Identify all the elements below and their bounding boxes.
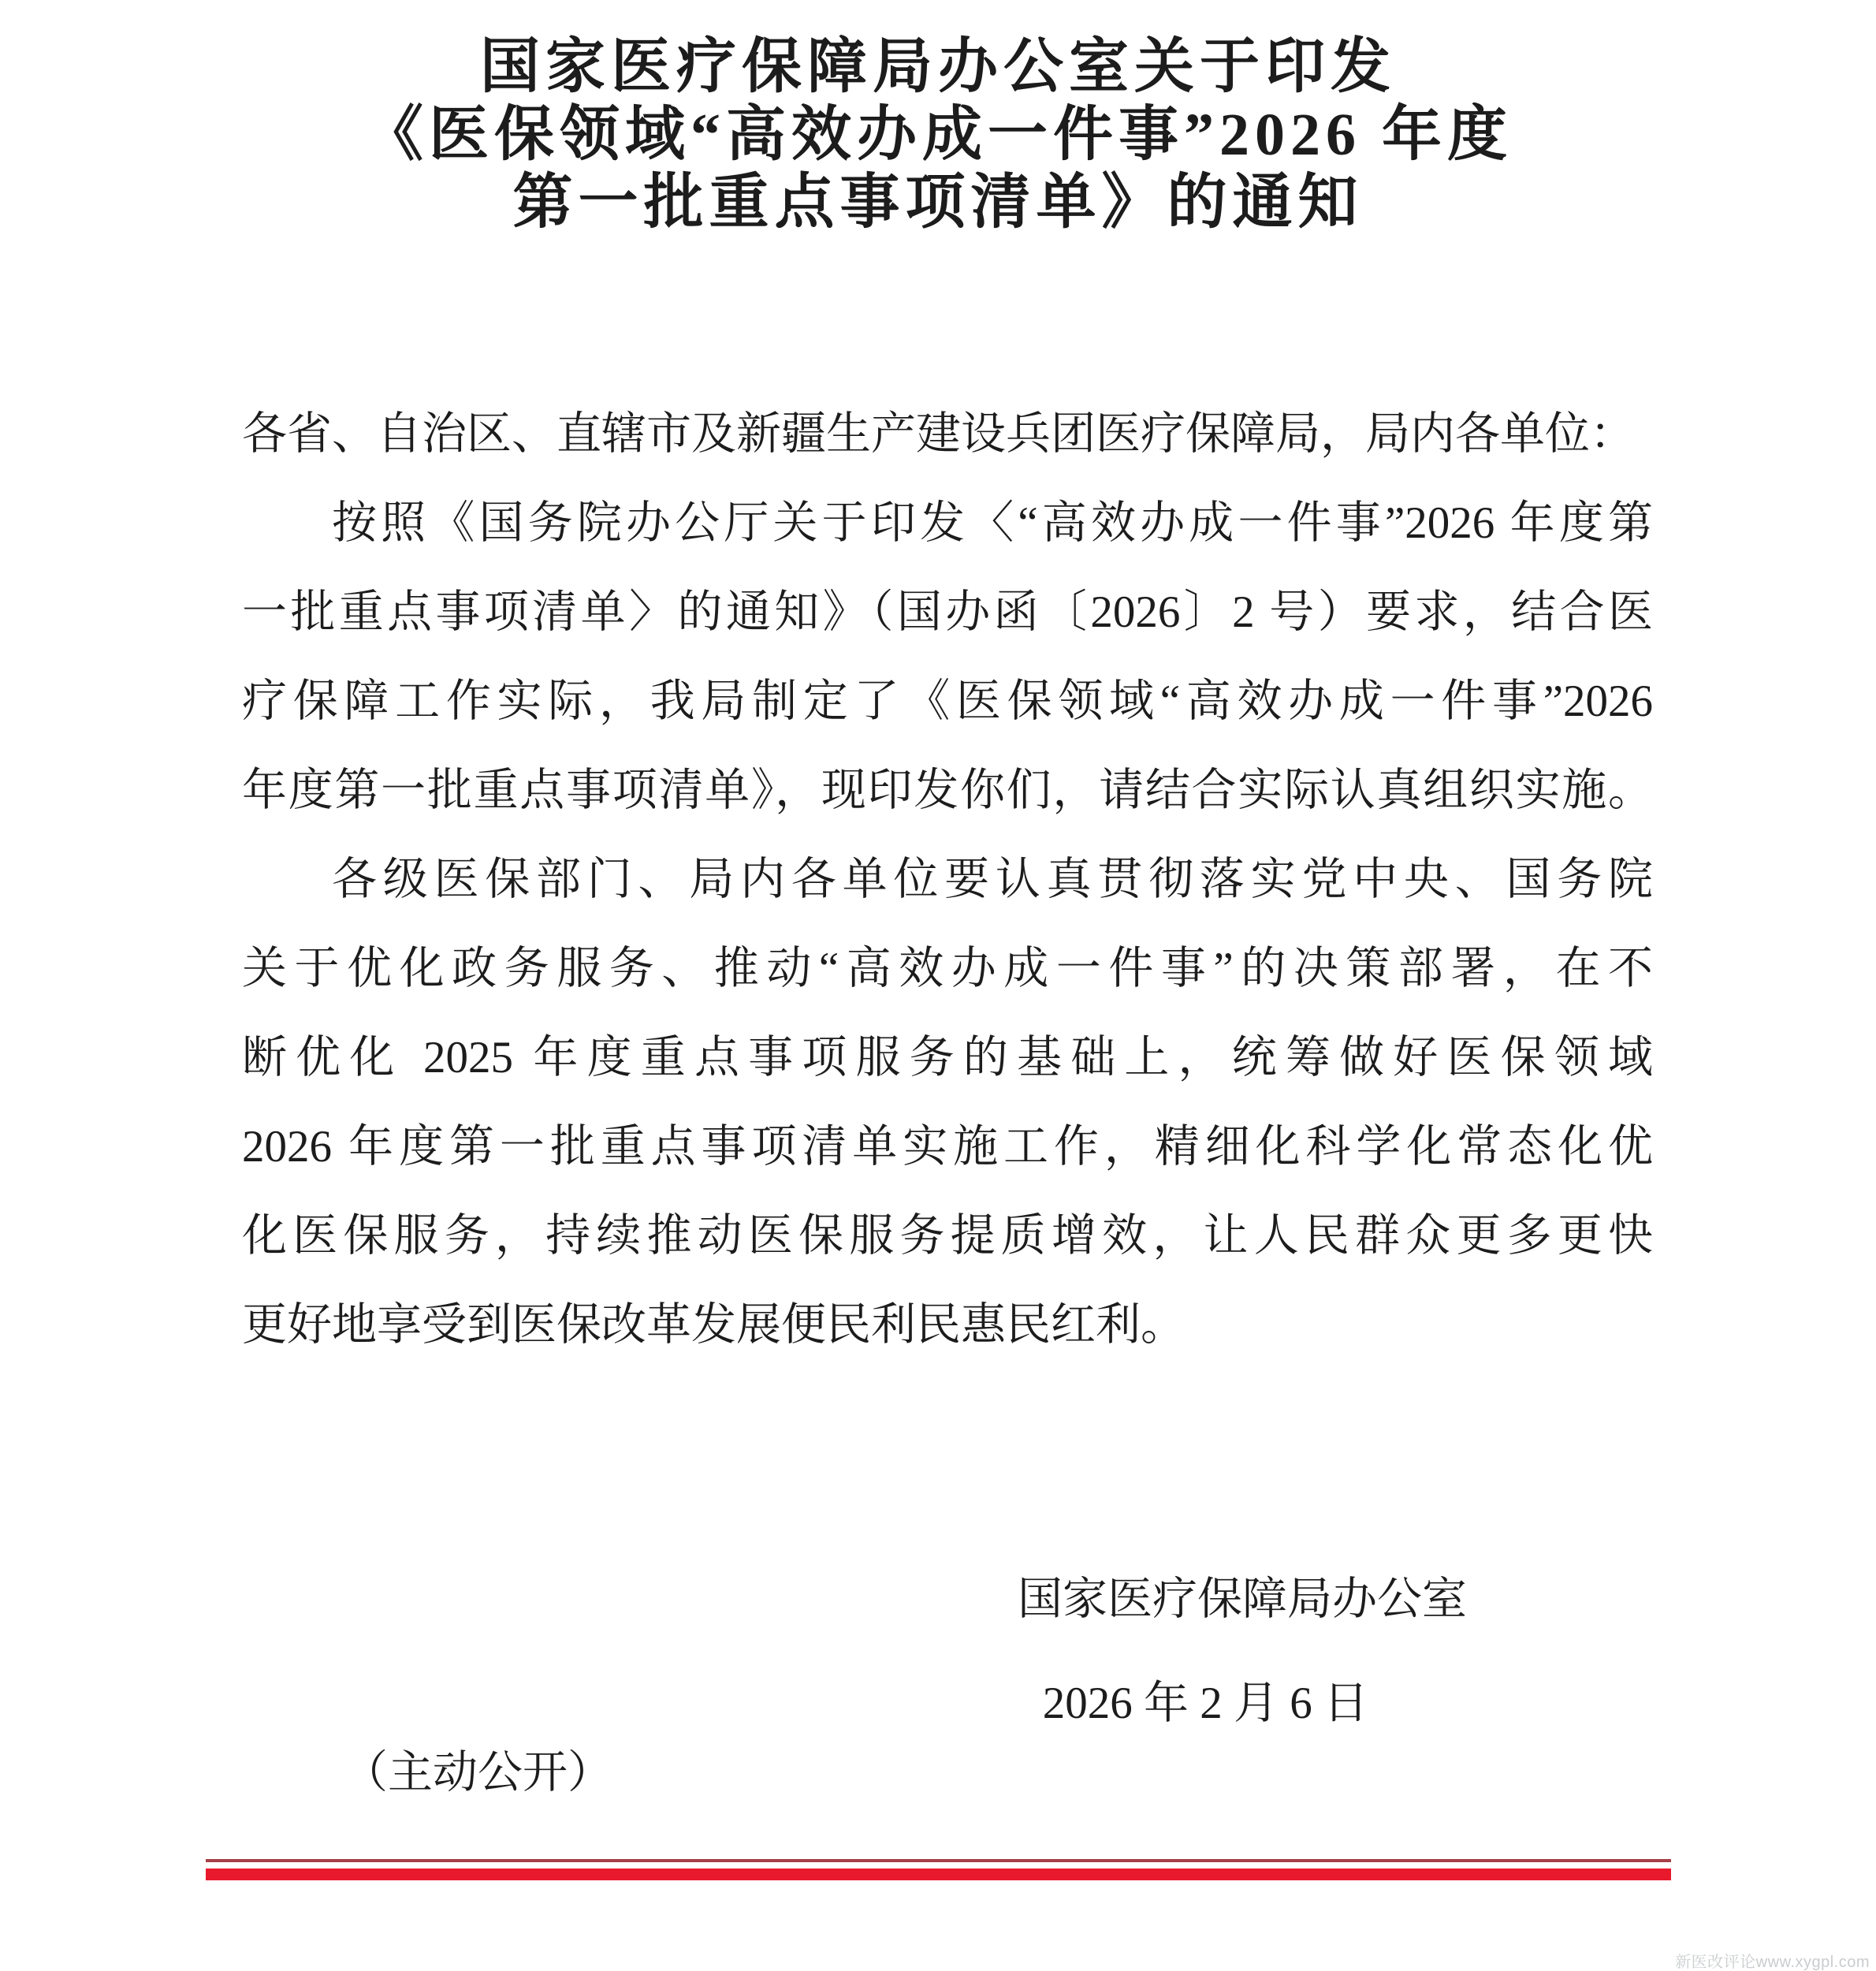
body-line: 2026 年度第一批重点事项清单实施工作，精细化科学化常态化优 (242, 1122, 1653, 1172)
notice-title-line-3: 第一批重点事项清单》的通知 (512, 170, 1364, 236)
body-line: 按照《国务院办公厅关于印发〈“高效办成一件事”2026 年度第 (332, 498, 1653, 548)
body-line: 关于优化政务服务、推动“高效办成一件事”的决策部署，在不 (242, 944, 1653, 993)
body-line: 疗保障工作实际，我局制定了《医保领域“高效办成一件事”2026 (242, 676, 1653, 726)
body-line: 年度第一批重点事项清单》，现印发你们，请结合实际认真组织实施。 (242, 766, 1653, 815)
disclosure-note: （主动公开） (343, 1748, 612, 1798)
notice-body (242, 389, 1653, 1369)
footer-rule-thick (206, 1869, 1671, 1880)
signature-date: 2026 年 2 月 6 日 (1042, 1679, 1368, 1728)
notice-title-line-2: 《医保领域“高效办成一件事”2026 年度 (363, 102, 1513, 168)
body-line: 一批重点事项清单〉的通知》（国办函〔2026〕2 号）要求，结合医 (242, 587, 1653, 637)
notice-title-line-1: 国家医疗保障局办公室关于印发 (480, 34, 1396, 100)
footer-rule-thin (206, 1859, 1671, 1862)
signature-org: 国家医疗保障局办公室 (1018, 1574, 1467, 1624)
watermark: 新医改评论www.xygpl.com (1675, 1954, 1870, 1971)
notice-title (0, 33, 1876, 237)
body-line: 化医保服务，持续推动医保服务提质增效，让人民群众更多更快 (242, 1211, 1653, 1261)
salutation-line: 各省、自治区、直辖市及新疆生产建设兵团医疗保障局，局内各单位： (242, 409, 1635, 459)
body-line: 各级医保部门、局内各单位要认真贯彻落实党中央、国务院 (332, 855, 1653, 904)
body-line: 更好地享受到医保改革发展便民利民惠民红利。 (242, 1300, 1186, 1350)
body-line: 断优化 2025 年度重点事项服务的基础上，统筹做好医保领域 (242, 1033, 1653, 1082)
